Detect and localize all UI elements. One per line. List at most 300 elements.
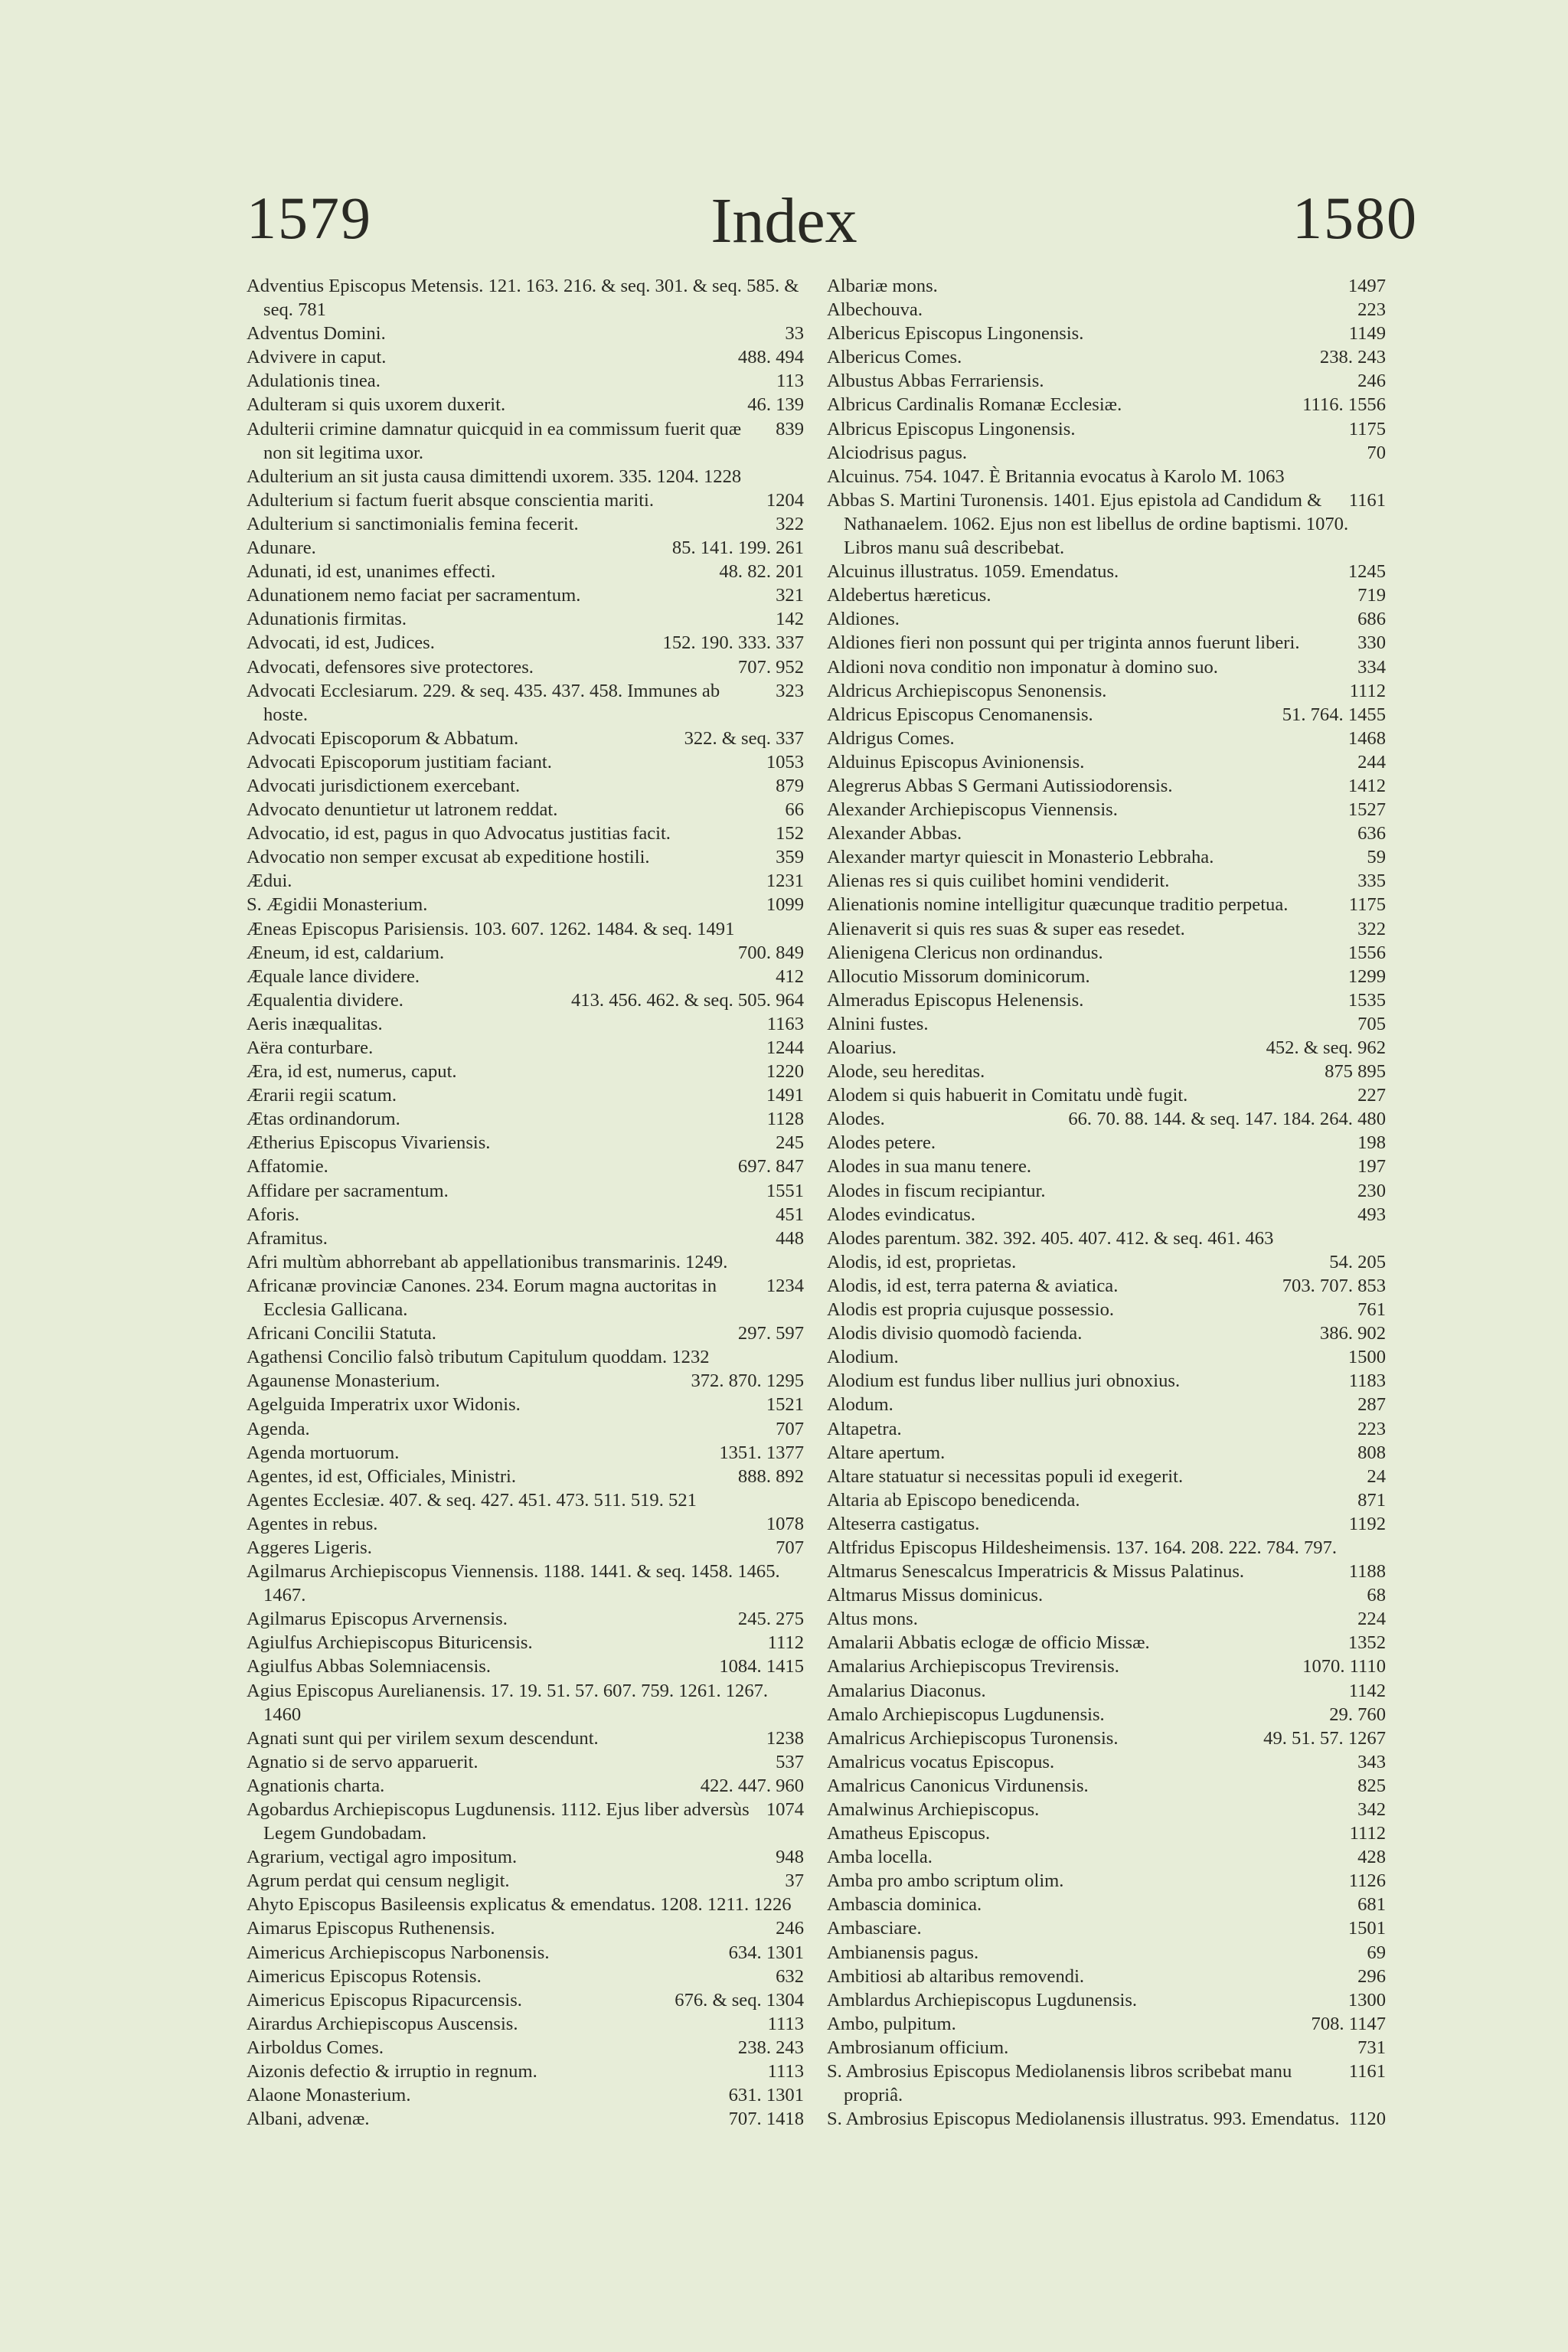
index-entry (827, 441, 1386, 465)
index-entry (247, 488, 804, 512)
entry-text: Altus mons. (827, 1609, 918, 1630)
entry-page-refs: 1099 (766, 894, 804, 916)
index-entry (827, 917, 1386, 941)
entry-page-refs: 422. 447. 960 (700, 1775, 804, 1796)
entry-page-refs: 321 (776, 585, 804, 606)
index-entry (827, 2036, 1386, 2060)
index-entry (827, 345, 1386, 369)
entry-page-refs: 24 (1367, 1465, 1386, 1487)
entry-text: Adulterium si sanctimonialis femina fecerit. (247, 513, 579, 534)
index-entry (247, 1036, 804, 1060)
entry-text: Agobardus Archiepiscopus Lugdunensis. 1112. Ejus liber adversùs Legem Gundobadam. (247, 1799, 750, 1844)
index-entry (827, 1941, 1386, 1965)
entry-page-refs: 227 (1357, 1085, 1386, 1106)
index-entry (827, 1750, 1386, 1774)
index-entry (827, 1536, 1386, 1560)
entry-text: Albechouva. (827, 299, 923, 321)
entry-text: Aimericus Episcopus Rotensis. (247, 1965, 482, 1987)
index-entry (827, 1607, 1386, 1631)
entry-text: Agiulfus Archiepiscopus Bituricensis. (247, 1632, 533, 1654)
entry-page-refs: 66. 70. 88. 144. & seq. 147. 184. 264. 480 (1068, 1109, 1386, 1130)
entry-text: Adulterium si factum fuerit absque conscientia mariti. (247, 489, 655, 511)
entry-text: Æquale lance dividere. (247, 965, 420, 987)
entry-text: Amalricus Canonicus Virdunensis. (827, 1775, 1089, 1796)
index-entry (827, 1345, 1386, 1369)
entry-page-refs: 1352 (1348, 1632, 1386, 1654)
entry-text: Advocati, id est, Judices. (247, 632, 435, 654)
entry-page-refs: 703. 707. 853 (1282, 1275, 1386, 1296)
index-entry (247, 1012, 804, 1036)
index-entry (827, 1893, 1386, 1916)
entry-text: Alodes petere. (827, 1132, 936, 1154)
index-entry (827, 298, 1386, 322)
index-entry (827, 1107, 1386, 1131)
entry-page-refs: 1521 (766, 1394, 804, 1416)
entry-page-refs: 1128 (766, 1109, 804, 1130)
entry-page-refs: 676. & seq. 1304 (675, 1989, 804, 2011)
index-entry (247, 607, 804, 631)
entry-page-refs: 1183 (1348, 1370, 1386, 1392)
index-entry (247, 869, 804, 893)
entry-page-refs: 230 (1357, 1180, 1386, 1201)
entry-text: Agathensi Concilio falsò tributum Capitulum quoddam. 1232 (247, 1347, 710, 1368)
entry-text: Alienigena Clericus non ordinandus. (827, 942, 1103, 963)
index-entry (247, 1941, 804, 1965)
page-title: Index (710, 185, 858, 256)
entry-page-refs: 888. 892 (737, 1465, 804, 1487)
entry-text: Aeris inæqualitas. (247, 1013, 383, 1034)
index-entry (247, 345, 804, 369)
index-entry (827, 631, 1386, 655)
index-entry (827, 1131, 1386, 1155)
entry-text: Agilmarus Archiepiscopus Viennensis. 1188. 1441. & seq. 1458. 1465. 1467. (247, 1561, 780, 1606)
page-number-left: 1579 (247, 185, 372, 251)
page-header (0, 0, 1568, 276)
index-entry (247, 1274, 804, 1321)
entry-page-refs: 113 (776, 371, 804, 392)
entry-text: Alodis, id est, proprietas. (827, 1251, 1017, 1272)
index-entry (827, 1560, 1386, 1583)
entry-page-refs: 152. 190. 333. 337 (662, 632, 804, 654)
entry-page-refs: 59 (1367, 847, 1386, 868)
entry-text: Alodes in fiscum recipiantur. (827, 1180, 1046, 1201)
index-entry (827, 1512, 1386, 1536)
entry-page-refs: 1468 (1348, 727, 1386, 749)
entry-text: Ahyto Episcopus Basileensis explicatus & emendatus. 1208. 1211. 1226 (247, 1894, 792, 1916)
entry-page-refs: 287 (1357, 1394, 1386, 1416)
entry-page-refs: 386. 902 (1319, 1323, 1386, 1344)
index-entry (827, 965, 1386, 988)
entry-page-refs: 708. 1147 (1311, 2013, 1386, 2034)
index-entry (827, 679, 1386, 703)
entry-text: Albustus Abbas Ferrariensis. (827, 371, 1044, 392)
entry-page-refs: 452. & seq. 962 (1266, 1037, 1386, 1058)
entry-page-refs: 68 (1367, 1585, 1386, 1606)
entry-page-refs: 1231 (766, 871, 804, 892)
entry-page-refs: 29. 760 (1329, 1704, 1386, 1725)
entry-text: Agrum perdat qui censum negligit. (247, 1870, 510, 1892)
entry-text: Altapetra. (827, 1418, 902, 1439)
entry-page-refs: 1500 (1348, 1347, 1386, 1368)
index-entry (247, 965, 804, 988)
entry-text: Aldrigus Comes. (827, 727, 955, 749)
entry-text: Aimericus Archiepiscopus Narbonensis. (247, 1942, 550, 1963)
index-entry (827, 1821, 1386, 1845)
entry-text: Aimericus Episcopus Ripacurcensis. (247, 1989, 522, 2011)
entry-page-refs: 238. 243 (1319, 347, 1386, 368)
entry-text: Alodium. (827, 1347, 899, 1368)
entry-page-refs: 731 (1357, 2037, 1386, 2058)
entry-page-refs: 1126 (1348, 1870, 1386, 1892)
entry-text: Agrarium, vectigal agro impositum. (247, 1847, 518, 1868)
entry-page-refs: 197 (1357, 1156, 1386, 1178)
index-entry (827, 845, 1386, 869)
entry-page-refs: 1497 (1348, 276, 1386, 296)
entry-text: Aldebertus hæreticus. (827, 585, 991, 606)
entry-text: Advocati Ecclesiarum. 229. & seq. 435. 437. 458. Immunes ab hoste. (247, 680, 720, 725)
index-entry (827, 774, 1386, 798)
entry-text: Aloarius. (827, 1037, 897, 1058)
index-entry (247, 822, 804, 845)
entry-page-refs: 1078 (766, 1513, 804, 1534)
index-entry (827, 2012, 1386, 2036)
entry-text: Agaunense Monasterium. (247, 1370, 440, 1392)
entry-page-refs: 66 (785, 799, 804, 821)
entry-page-refs: 1501 (1348, 1918, 1386, 1939)
entry-text: Aldioni nova conditio non imponatur à domino suo. (827, 656, 1218, 678)
entry-text: Amblardus Archiepiscopus Lugdunensis. (827, 1989, 1138, 2011)
index-entry (247, 1988, 804, 2012)
entry-page-refs: 372. 870. 1295 (691, 1370, 804, 1392)
entry-text: Advocato denuntietur ut latronem reddat. (247, 799, 558, 821)
entry-text: Adulterii crimine damnatur quicquid in ea commissum fuerit quæ non sit legitima uxor. (247, 418, 742, 463)
entry-text: Adunare. (247, 537, 316, 559)
index-entry (827, 369, 1386, 393)
entry-page-refs: 1188 (1348, 1561, 1386, 1583)
entry-page-refs: 632 (776, 1965, 804, 1987)
entry-page-refs: 296 (1357, 1965, 1386, 1987)
entry-page-refs: 1113 (767, 2013, 804, 2034)
index-entry (827, 1036, 1386, 1060)
entry-text: Agentes Ecclesiæ. 407. & seq. 427. 451. 473. 511. 519. 521 (247, 1489, 697, 1511)
entry-text: Alnini fustes. (827, 1013, 929, 1034)
index-entry (827, 1465, 1386, 1488)
index-entry (827, 393, 1386, 416)
entry-text: Alegrerus Abbas S Germani Autissiodorensis. (827, 775, 1173, 796)
entry-page-refs: 1161 (1348, 489, 1386, 511)
index-entry (247, 988, 804, 1012)
index-entry (247, 1845, 804, 1869)
index-entry (827, 869, 1386, 893)
entry-text: Advocati, defensores sive protectores. (247, 656, 534, 678)
index-entry (247, 1679, 804, 1726)
index-entry (247, 1465, 804, 1488)
entry-text: Alode, seu hereditas. (827, 1061, 985, 1083)
entry-text: Altmarus Senescalcus Imperatricis & Missus Palatinus. (827, 1561, 1245, 1583)
entry-page-refs: 1112 (767, 1632, 804, 1654)
entry-page-refs: 1491 (766, 1085, 804, 1106)
entry-text: Amalo Archiepiscopus Lugdunensis. (827, 1704, 1105, 1725)
entry-text: Ambo, pulpitum. (827, 2013, 956, 2034)
entry-page-refs: 686 (1357, 609, 1386, 630)
entry-text: Airboldus Comes. (247, 2037, 384, 2058)
entry-text: Alcuinus. 754. 1047. È Britannia evocatus à Karolo M. 1063 (827, 466, 1285, 487)
entry-text: Aldiones. (827, 609, 900, 630)
index-entry (247, 274, 804, 322)
index-entry (827, 822, 1386, 845)
index-entry (247, 2012, 804, 2036)
index-entry (827, 1988, 1386, 2012)
index-entry (247, 2083, 804, 2107)
entry-page-refs: 537 (776, 1751, 804, 1772)
entry-page-refs: 707. 1418 (728, 2109, 804, 2130)
entry-text: Alodis est propria cujusque possessio. (827, 1299, 1115, 1321)
index-entry (827, 941, 1386, 965)
entry-page-refs: 37 (785, 1870, 804, 1892)
entry-text: Alodes evindicatus. (827, 1204, 975, 1225)
entry-page-refs: 681 (1357, 1894, 1386, 1916)
entry-text: Agnationis charta. (247, 1775, 385, 1796)
index-entry (827, 1179, 1386, 1203)
entry-page-refs: 323 (776, 680, 804, 701)
entry-page-refs: 1113 (767, 2061, 804, 2082)
entry-page-refs: 707 (776, 1537, 804, 1558)
entry-text: Ærarii regii scatum. (247, 1085, 397, 1106)
index-entry (247, 798, 804, 822)
entry-text: Agelguida Imperatrix uxor Widonis. (247, 1394, 521, 1416)
entry-page-refs: 1299 (1348, 965, 1386, 987)
entry-page-refs: 322 (1357, 918, 1386, 939)
index-entry (827, 1203, 1386, 1227)
entry-text: Alodes parentum. 382. 392. 405. 407. 412. & seq. 461. 463 (827, 1227, 1274, 1249)
index-entry (247, 2107, 804, 2131)
entry-text: Alienas res si quis cuilibet homini vendiderit. (827, 871, 1170, 892)
entry-text: Altmarus Missus dominicus. (827, 1585, 1044, 1606)
entry-text: Amalarius Diaconus. (827, 1680, 986, 1701)
entry-page-refs: 875 895 (1325, 1061, 1386, 1083)
entry-text: Alteserra castigatus. (827, 1513, 980, 1534)
index-entry (247, 1203, 804, 1227)
index-entry (827, 583, 1386, 607)
index-entry (247, 1726, 804, 1750)
entry-text: Alienationis nomine intelligitur quæcunque traditio perpetua. (827, 894, 1289, 916)
entry-page-refs: 631. 1301 (728, 2085, 804, 2106)
entry-page-refs: 142 (776, 609, 804, 630)
entry-text: Advivere in caput. (247, 347, 387, 368)
entry-page-refs: 343 (1357, 1751, 1386, 1772)
entry-text: S. Ægidii Monasterium. (247, 894, 428, 916)
index-entry (827, 1916, 1386, 1940)
entry-page-refs: 342 (1357, 1799, 1386, 1820)
entry-text: Albani, advenæ. (247, 2109, 370, 2130)
index-entry (247, 1774, 804, 1798)
entry-text: Altare apertum. (827, 1442, 946, 1463)
index-entry (247, 1393, 804, 1416)
entry-text: Alaone Monasterium. (247, 2085, 411, 2106)
entry-page-refs: 1412 (1348, 775, 1386, 796)
index-entry (247, 1417, 804, 1441)
index-entry (827, 1083, 1386, 1107)
entry-page-refs: 761 (1357, 1299, 1386, 1321)
index-entry (247, 679, 804, 727)
index-entry (827, 1298, 1386, 1321)
entry-text: Ambascia dominica. (827, 1894, 982, 1916)
entry-text: Albricus Cardinalis Romanæ Ecclesiæ. (827, 394, 1122, 416)
entry-text: Advocatio non semper excusat ab expeditione hostili. (247, 847, 650, 868)
index-entry (247, 774, 804, 798)
entry-text: Alodes. (827, 1109, 885, 1130)
index-entry (247, 1607, 804, 1631)
entry-page-refs: 707. 952 (737, 656, 804, 678)
entry-text: Aëra conturbare. (247, 1037, 374, 1058)
entry-page-refs: 636 (1357, 823, 1386, 844)
index-entry (247, 512, 804, 536)
entry-text: Æqualentia dividere. (247, 989, 403, 1011)
entry-page-refs: 245 (776, 1132, 804, 1154)
index-entry (827, 1726, 1386, 1750)
entry-text: Ætas ordinandorum. (247, 1109, 400, 1130)
index-entry (827, 1488, 1386, 1512)
entry-text: Agiulfus Abbas Solemniacensis. (247, 1656, 492, 1677)
index-entry (247, 1869, 804, 1893)
entry-text: Alcuinus illustratus. 1059. Emendatus. (827, 561, 1119, 583)
entry-page-refs: 1142 (1348, 1680, 1386, 1701)
index-entry (247, 1631, 804, 1655)
index-entry (827, 465, 1386, 488)
entry-page-refs: 493 (1357, 1204, 1386, 1225)
entry-page-refs: 330 (1357, 632, 1386, 654)
entry-page-refs: 297. 597 (737, 1323, 804, 1344)
entry-page-refs: 198 (1357, 1132, 1386, 1154)
entry-text: Ambianensis pagus. (827, 1942, 979, 1963)
entry-text: Agentes, id est, Officiales, Ministri. (247, 1465, 516, 1487)
index-entry (247, 1965, 804, 1988)
entry-text: Affatomie. (247, 1156, 328, 1178)
entry-page-refs: 1116. 1556 (1302, 394, 1386, 416)
entry-text: Alodis, id est, terra paterna & aviatica. (827, 1275, 1119, 1296)
entry-page-refs: 238. 243 (737, 2037, 804, 2058)
entry-page-refs: 359 (776, 847, 804, 868)
entry-text: Aldricus Episcopus Cenomanensis. (827, 704, 1093, 725)
entry-page-refs: 412 (776, 965, 804, 987)
index-entry (827, 988, 1386, 1012)
entry-page-refs: 825 (1357, 1775, 1386, 1796)
index-entry (247, 417, 804, 465)
entry-page-refs: 1556 (1348, 942, 1386, 963)
index-entry (827, 1798, 1386, 1821)
entry-page-refs: 46. 139 (747, 394, 804, 416)
entry-text: Adulteram si quis uxorem duxerit. (247, 394, 506, 416)
index-entry (827, 1274, 1386, 1298)
entry-page-refs: 488. 494 (737, 347, 804, 368)
index-entry (827, 750, 1386, 774)
entry-text: Alciodrisus pagus. (827, 442, 968, 463)
index-entry (247, 1488, 804, 1512)
entry-text: Altaria ab Episcopo benedicenda. (827, 1489, 1080, 1511)
entry-text: Altare statuatur si necessitas populi id exegerit. (827, 1465, 1184, 1487)
entry-page-refs: 1112 (1349, 1823, 1386, 1844)
index-entry (247, 583, 804, 607)
index-entry (247, 560, 804, 583)
index-entry (827, 1393, 1386, 1416)
index-entry (247, 727, 804, 750)
entry-page-refs: 1074 (766, 1799, 804, 1820)
index-entry (247, 1536, 804, 1560)
entry-page-refs: 51. 764. 1455 (1282, 704, 1386, 725)
entry-page-refs: 69 (1367, 1942, 1386, 1963)
entry-text: Ambasciare. (827, 1918, 922, 1939)
entry-text: Amalarii Abbatis eclogæ de officio Missæ. (827, 1632, 1150, 1654)
index-entry (827, 1583, 1386, 1607)
entry-page-refs: 448 (776, 1227, 804, 1249)
index-entry (827, 703, 1386, 727)
entry-page-refs: 707 (776, 1418, 804, 1439)
entry-page-refs: 1149 (1348, 323, 1386, 345)
entry-page-refs: 1070. 1110 (1302, 1656, 1386, 1677)
entry-text: Ambitiosi ab altaribus removendi. (827, 1965, 1085, 1987)
entry-text: Afri multùm abhorrebant ab appellationibus transmarinis. 1249. (247, 1251, 728, 1272)
entry-page-refs: 428 (1357, 1847, 1386, 1868)
entry-text: Aframitus. (247, 1227, 328, 1249)
index-entry (827, 2107, 1386, 2131)
entry-page-refs: 451 (776, 1204, 804, 1225)
entry-text: Amalricus Archiepiscopus Turonensis. (827, 1727, 1119, 1749)
entry-text: Alodum. (827, 1394, 893, 1416)
entry-page-refs: 948 (776, 1847, 804, 1868)
entry-text: Alodium est fundus liber nullius juri obnoxius. (827, 1370, 1181, 1392)
entry-text: Ambrosianum officium. (827, 2037, 1009, 2058)
index-entry (247, 1369, 804, 1393)
index-entry (827, 488, 1386, 560)
entry-text: Aforis. (247, 1204, 299, 1225)
entry-text: Agenda. (247, 1418, 310, 1439)
index-entry (247, 1750, 804, 1774)
index-entry (827, 1060, 1386, 1083)
entry-page-refs: 1535 (1348, 989, 1386, 1011)
entry-text: Alienaverit si quis res suas & super eas resedet. (827, 918, 1185, 939)
entry-page-refs: 49. 51. 57. 1267 (1263, 1727, 1386, 1749)
entry-page-refs: 1351. 1377 (719, 1442, 804, 1463)
index-entry (247, 941, 804, 965)
entry-text: Advocati Episcoporum justitiam faciant. (247, 751, 552, 773)
index-entry (827, 1703, 1386, 1726)
entry-page-refs: 152 (776, 823, 804, 844)
index-entry (247, 1060, 804, 1083)
entry-page-refs: 871 (1357, 1489, 1386, 1511)
index-entry (247, 1798, 804, 1845)
entry-page-refs: 33 (785, 323, 804, 345)
index-entry (247, 893, 804, 916)
entry-text: Albricus Episcopus Lingonensis. (827, 418, 1076, 439)
entry-text: Adunati, id est, unanimes effecti. (247, 561, 496, 583)
index-entry (827, 1655, 1386, 1678)
entry-text: Agnati sunt qui per virilem sexum descendunt. (247, 1727, 599, 1749)
index-entry (247, 536, 804, 560)
entry-page-refs: 1053 (766, 751, 804, 773)
entry-text: Advocati jurisdictionem exercebant. (247, 775, 521, 796)
index-entry (247, 2036, 804, 2060)
entry-text: Amalarius Archiepiscopus Trevirensis. (827, 1656, 1119, 1677)
entry-page-refs: 322 (776, 513, 804, 534)
entry-text: Adunationis firmitas. (247, 609, 407, 630)
page-number-right: 1580 (1292, 185, 1418, 251)
entry-page-refs: 1175 (1348, 418, 1386, 439)
entry-page-refs: 223 (1357, 299, 1386, 321)
index-entry (247, 1512, 804, 1536)
entry-text: Adulationis tinea. (247, 371, 381, 392)
index-entry (827, 1012, 1386, 1036)
index-entry (827, 727, 1386, 750)
